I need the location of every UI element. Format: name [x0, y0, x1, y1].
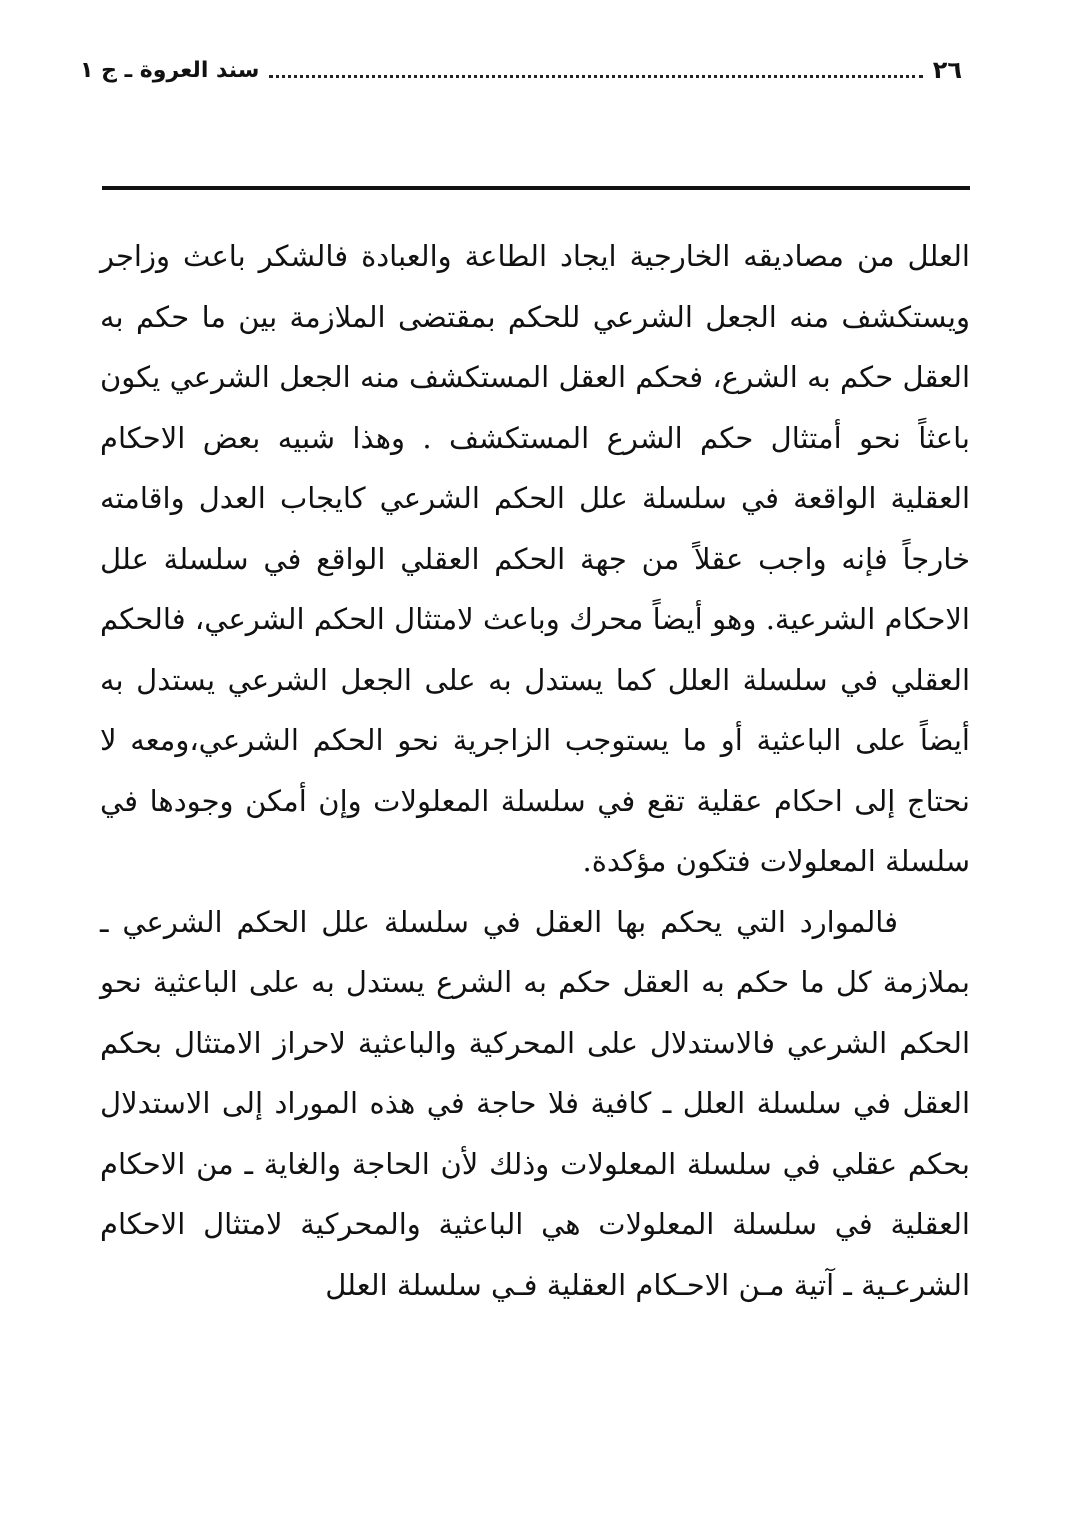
page-header — [80, 50, 962, 90]
header-dot-leader — [269, 75, 922, 78]
running-title: سند العروة ـ ج ١ — [80, 57, 260, 83]
header-rule — [102, 186, 970, 190]
body-text — [100, 226, 970, 1315]
paragraph: فالموارد التي يحكم بها العقل في سلسلة علل الحكم الشرعي ـ بملازمة كل ما حكم به العقل حكم به الشرع يستدل به على الباعثية نحو الحكم الشرعي فالاستدلال على المحركية والباعثية لاحراز الامتثال بحكم العقل في سلسلة العلل ـ كافية فلا حاجة في هذه الموراد إلى الاستدلال بحكم عقلي في سلسلة المعلولات وذلك لأن الحاجة والغاية ـ من الاحكام العقلية في سلسلة المعلولات هي الباعثية والمحركية لامتثال الاحكام الشرعـية ـ آتية مـن الاحـكام العقلية فـي سلسلة العلل — [100, 904, 970, 1302]
page-number: ٢٦ — [932, 56, 962, 84]
paragraph: العلل من مصاديقه الخارجية ايجاد الطاعة والعبادة فالشكر باعث وزاجر ويستكشف منه الجعل الشرعي للحكم بمقتضى الملازمة بين ما حكم به العقل حكم به الشرع، فحكم العقل المستكشف منه الجعل الشرعي يكون باعثاً نحو أمتثال حكم الشرع المستكشف . وهذا شبيه بعض الاحكام العقلية الواقعة في سلسلة علل الحكم الشرعي كايجاب العدل واقامته خارجاً فإنه واجب عقلاً من جهة الحكم العقلي الواقع في سلسلة علل الاحكام الشرعية. وهو أيضاً محرك وباعث لامتثال الحكم الشرعي، فالحكم العقلي في سلسلة العلل كما يستدل به على الجعل الشرعي يستدل به أيضاً على الباعثية أو ما يستوجب الزاجرية نحو الحكم الشرعي،ومعه لا نحتاج إلى احكام عقلية تقع في سلسلة المعلولات وإن أمكن وجودها في سلسلة المعلولات فتكون مؤكدة. — [100, 239, 970, 878]
